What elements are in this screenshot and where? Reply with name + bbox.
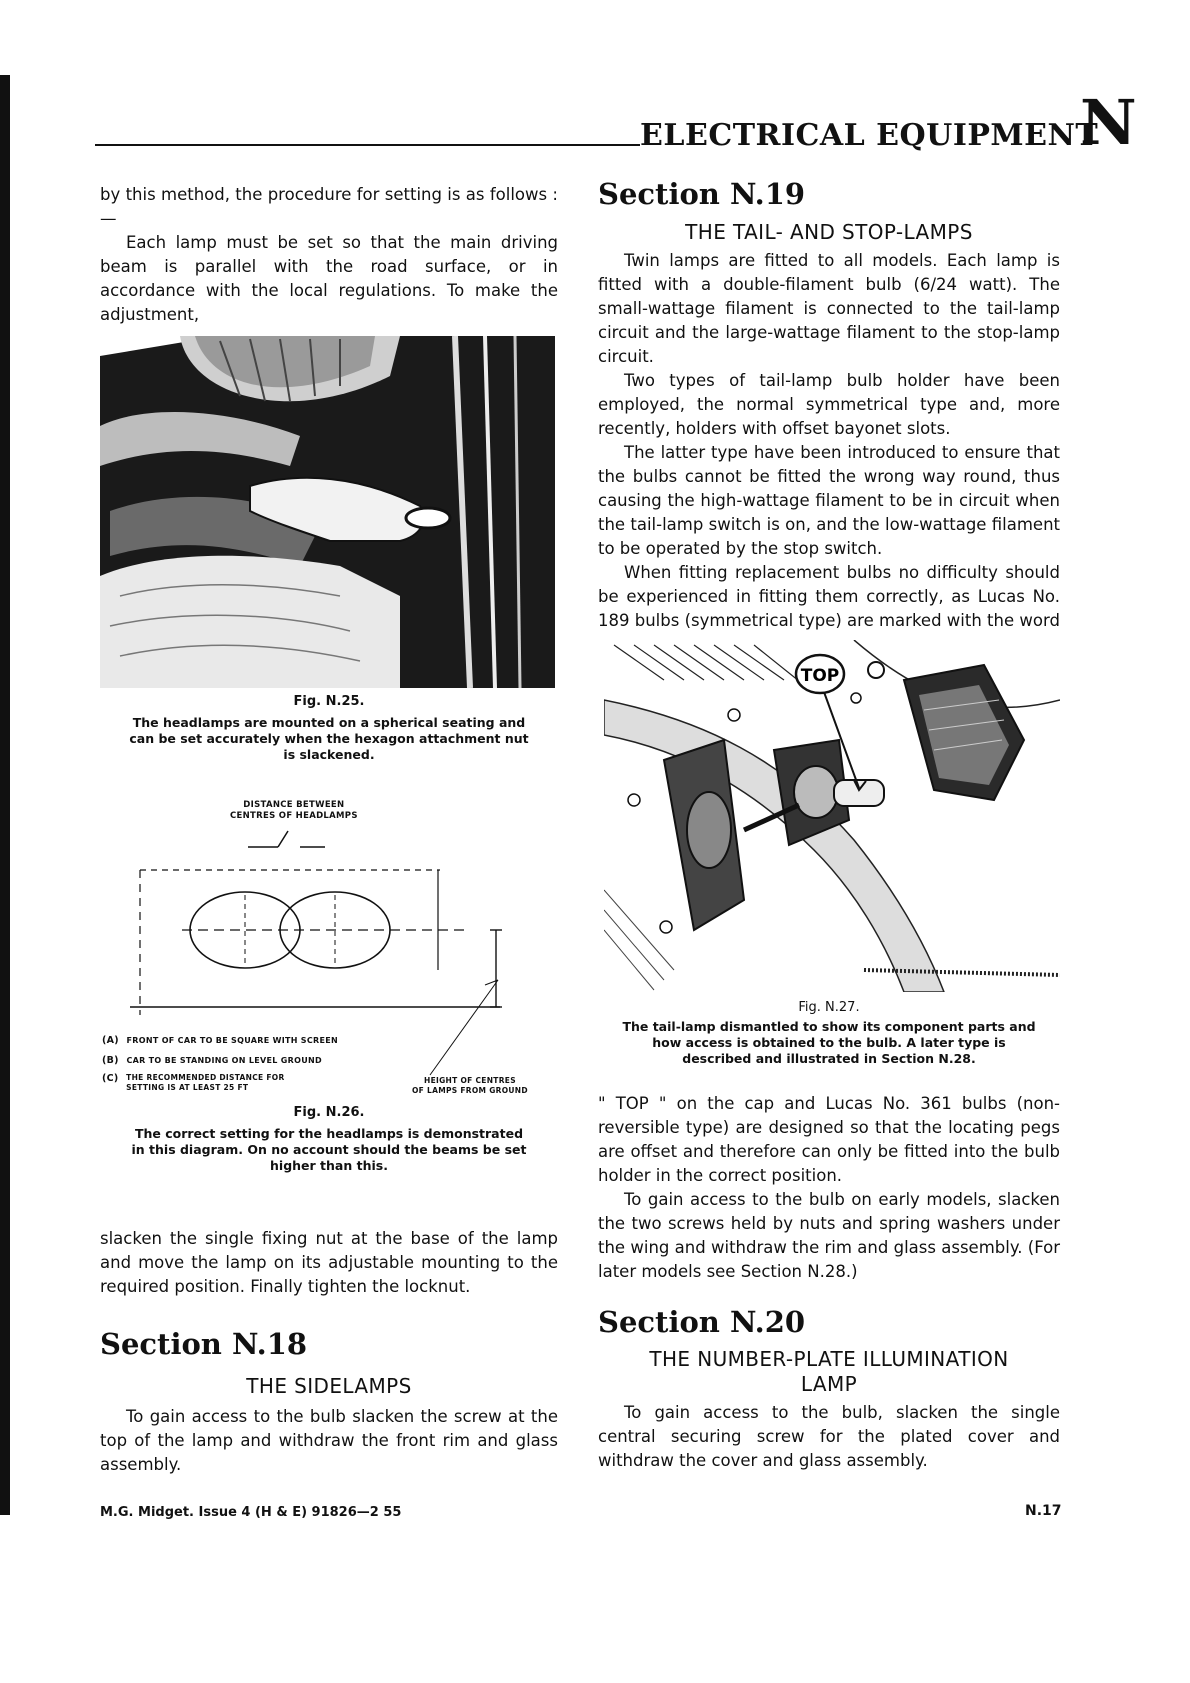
note-c-letter: (C) [102,1073,119,1084]
section-n19 [598,177,1060,633]
note-a-letter: (A) [102,1035,119,1046]
note-b-letter: (B) [102,1055,119,1066]
header-rule [95,144,640,146]
section-n19-paragraph-1: Twin lamps are fitted to all models. Each lamp is fitted with a double-filament bulb (6/24 watt). The small-wattage filament is connected to the tail-lamp circuit and the large-wattage filament to the stop-lamp circuit. [598,251,1060,366]
figure-n26-diagram [100,795,558,1095]
figure-n25-illustration [100,336,555,688]
section-n19-paragraph-5: " TOP " on the cap and Lucas No. 361 bulbs (non-reversible type) are designed so that the locating pegs are offset and therefore can only be fitted into the bulb holder in the correct position. [598,1094,1060,1185]
section-n20-subtitle-2: LAMP [800,1372,858,1396]
section-n19-title: Section N.19 [598,177,806,211]
top-marking-label: TOP [800,666,840,686]
section-n19-paragraph-3: The latter type have been introduced to ensure that the bulbs cannot be fitted the wrong way round, thus causing the high-wattage filament to be in circuit when the tail-lamp switch is on, and the low-wattage filament to be operated by the stop switch. [598,443,1060,558]
figure-n26-caption-block [100,1105,558,1174]
right-after-figure [598,1092,1060,1284]
section-n18 [100,1327,558,1477]
figure-n27-caption: The tail-lamp dismantled to show its component parts and how access is obtained to the bulb. A later type is described and illustrated in Section N.28. [622,1019,1036,1066]
figure-n26-caption: The correct setting for the headlamps is demonstrated in this diagram. On no account should the beams be set higher than this. [131,1126,527,1173]
label-height-of-centres [412,1076,528,1096]
note-a [102,1035,338,1046]
intro-paragraph-1: by this method, the procedure for setting is as follows :— [100,185,558,228]
section-n19-subtitle: THE TAIL- AND STOP-LAMPS [685,220,973,244]
note-c-line-2: SETTING IS AT LEAST 25 FT [126,1083,249,1092]
section-n20 [598,1305,1060,1473]
section-n19-paragraph-2: Two types of tail-lamp bulb holder have been employed, the normal symmetrical type and, more recently, holders with offset bayonet slots. [598,371,1060,438]
header-title: ELECTRICAL EQUIPMENT [640,118,1099,153]
footer-publication-info: M.G. Midget. Issue 4 (H & E) 91826—2 55 [100,1505,402,1520]
figure-n25-caption: The headlamps are mounted on a spherical seating and can be set accurately when the hexagon attachment nut is slackened. [129,715,529,762]
figure-n25-caption-block [100,694,558,763]
after-figure-paragraph: slacken the single fixing nut at the base of the lamp and move the lamp on its adjustable mounting to the required position. Finally tighten the locknut. [100,1229,558,1296]
section-n18-title: Section N.18 [100,1327,308,1361]
footer-page-number: N.17 [1025,1503,1062,1519]
section-n18-text: To gain access to the bulb slacken the screw at the top of the lamp and withdraw the front rim and glass assembly. [100,1407,558,1474]
section-n18-subtitle: THE SIDELAMPS [246,1374,412,1398]
page-binding-edge [0,75,10,1515]
figure-n26-number: Fig. N.26. [293,1105,365,1120]
label-distance-line-2: CENTRES OF HEADLAMPS [230,811,358,821]
note-c-line-1: THE RECOMMENDED DISTANCE FOR [126,1073,285,1082]
label-distance-line-1: DISTANCE BETWEEN [243,800,345,810]
label-height-line-1: HEIGHT OF CENTRES [424,1076,516,1085]
section-n20-title: Section N.20 [598,1305,806,1339]
intro-paragraph-2: Each lamp must be set so that the main driving beam is parallel with the road surface, or in accordance with the local regulations. To make the adjustment, [100,233,558,324]
section-n19-paragraph-6: To gain access to the bulb on early models, slacken the two screws held by nuts and spring washers under the wing and withdraw the rim and glass assembly. (For later models see Section N.28.) [598,1190,1060,1281]
note-c [102,1073,285,1093]
figure-n27-caption-block [598,1000,1060,1067]
left-after-figure [100,1227,558,1299]
label-distance-between-centres [230,800,358,822]
figure-n25-number: Fig. N.25. [293,694,365,709]
figure-n27-illustration [604,640,1060,992]
note-a-text: FRONT OF CAR TO BE SQUARE WITH SCREEN [126,1036,339,1045]
note-b [102,1055,322,1066]
section-n20-subtitle-1: THE NUMBER-PLATE ILLUMINATION [649,1347,1009,1371]
figure-n27-number: Fig. N.27. [798,1000,860,1015]
section-n19-paragraph-4: When fitting replacement bulbs no difficulty should be experienced in fitting them correctly, as Lucas No. 189 bulbs (symmetrical type) are marked with the word [598,563,1060,630]
note-b-text: CAR TO BE STANDING ON LEVEL GROUND [126,1056,322,1065]
left-intro [100,183,558,327]
section-n20-text: To gain access to the bulb, slacken the single central securing screw for the plated cover and withdraw the cover and glass assembly. [598,1403,1060,1470]
header-section-letter: N [1080,86,1137,159]
label-height-line-2: OF LAMPS FROM GROUND [412,1086,528,1095]
